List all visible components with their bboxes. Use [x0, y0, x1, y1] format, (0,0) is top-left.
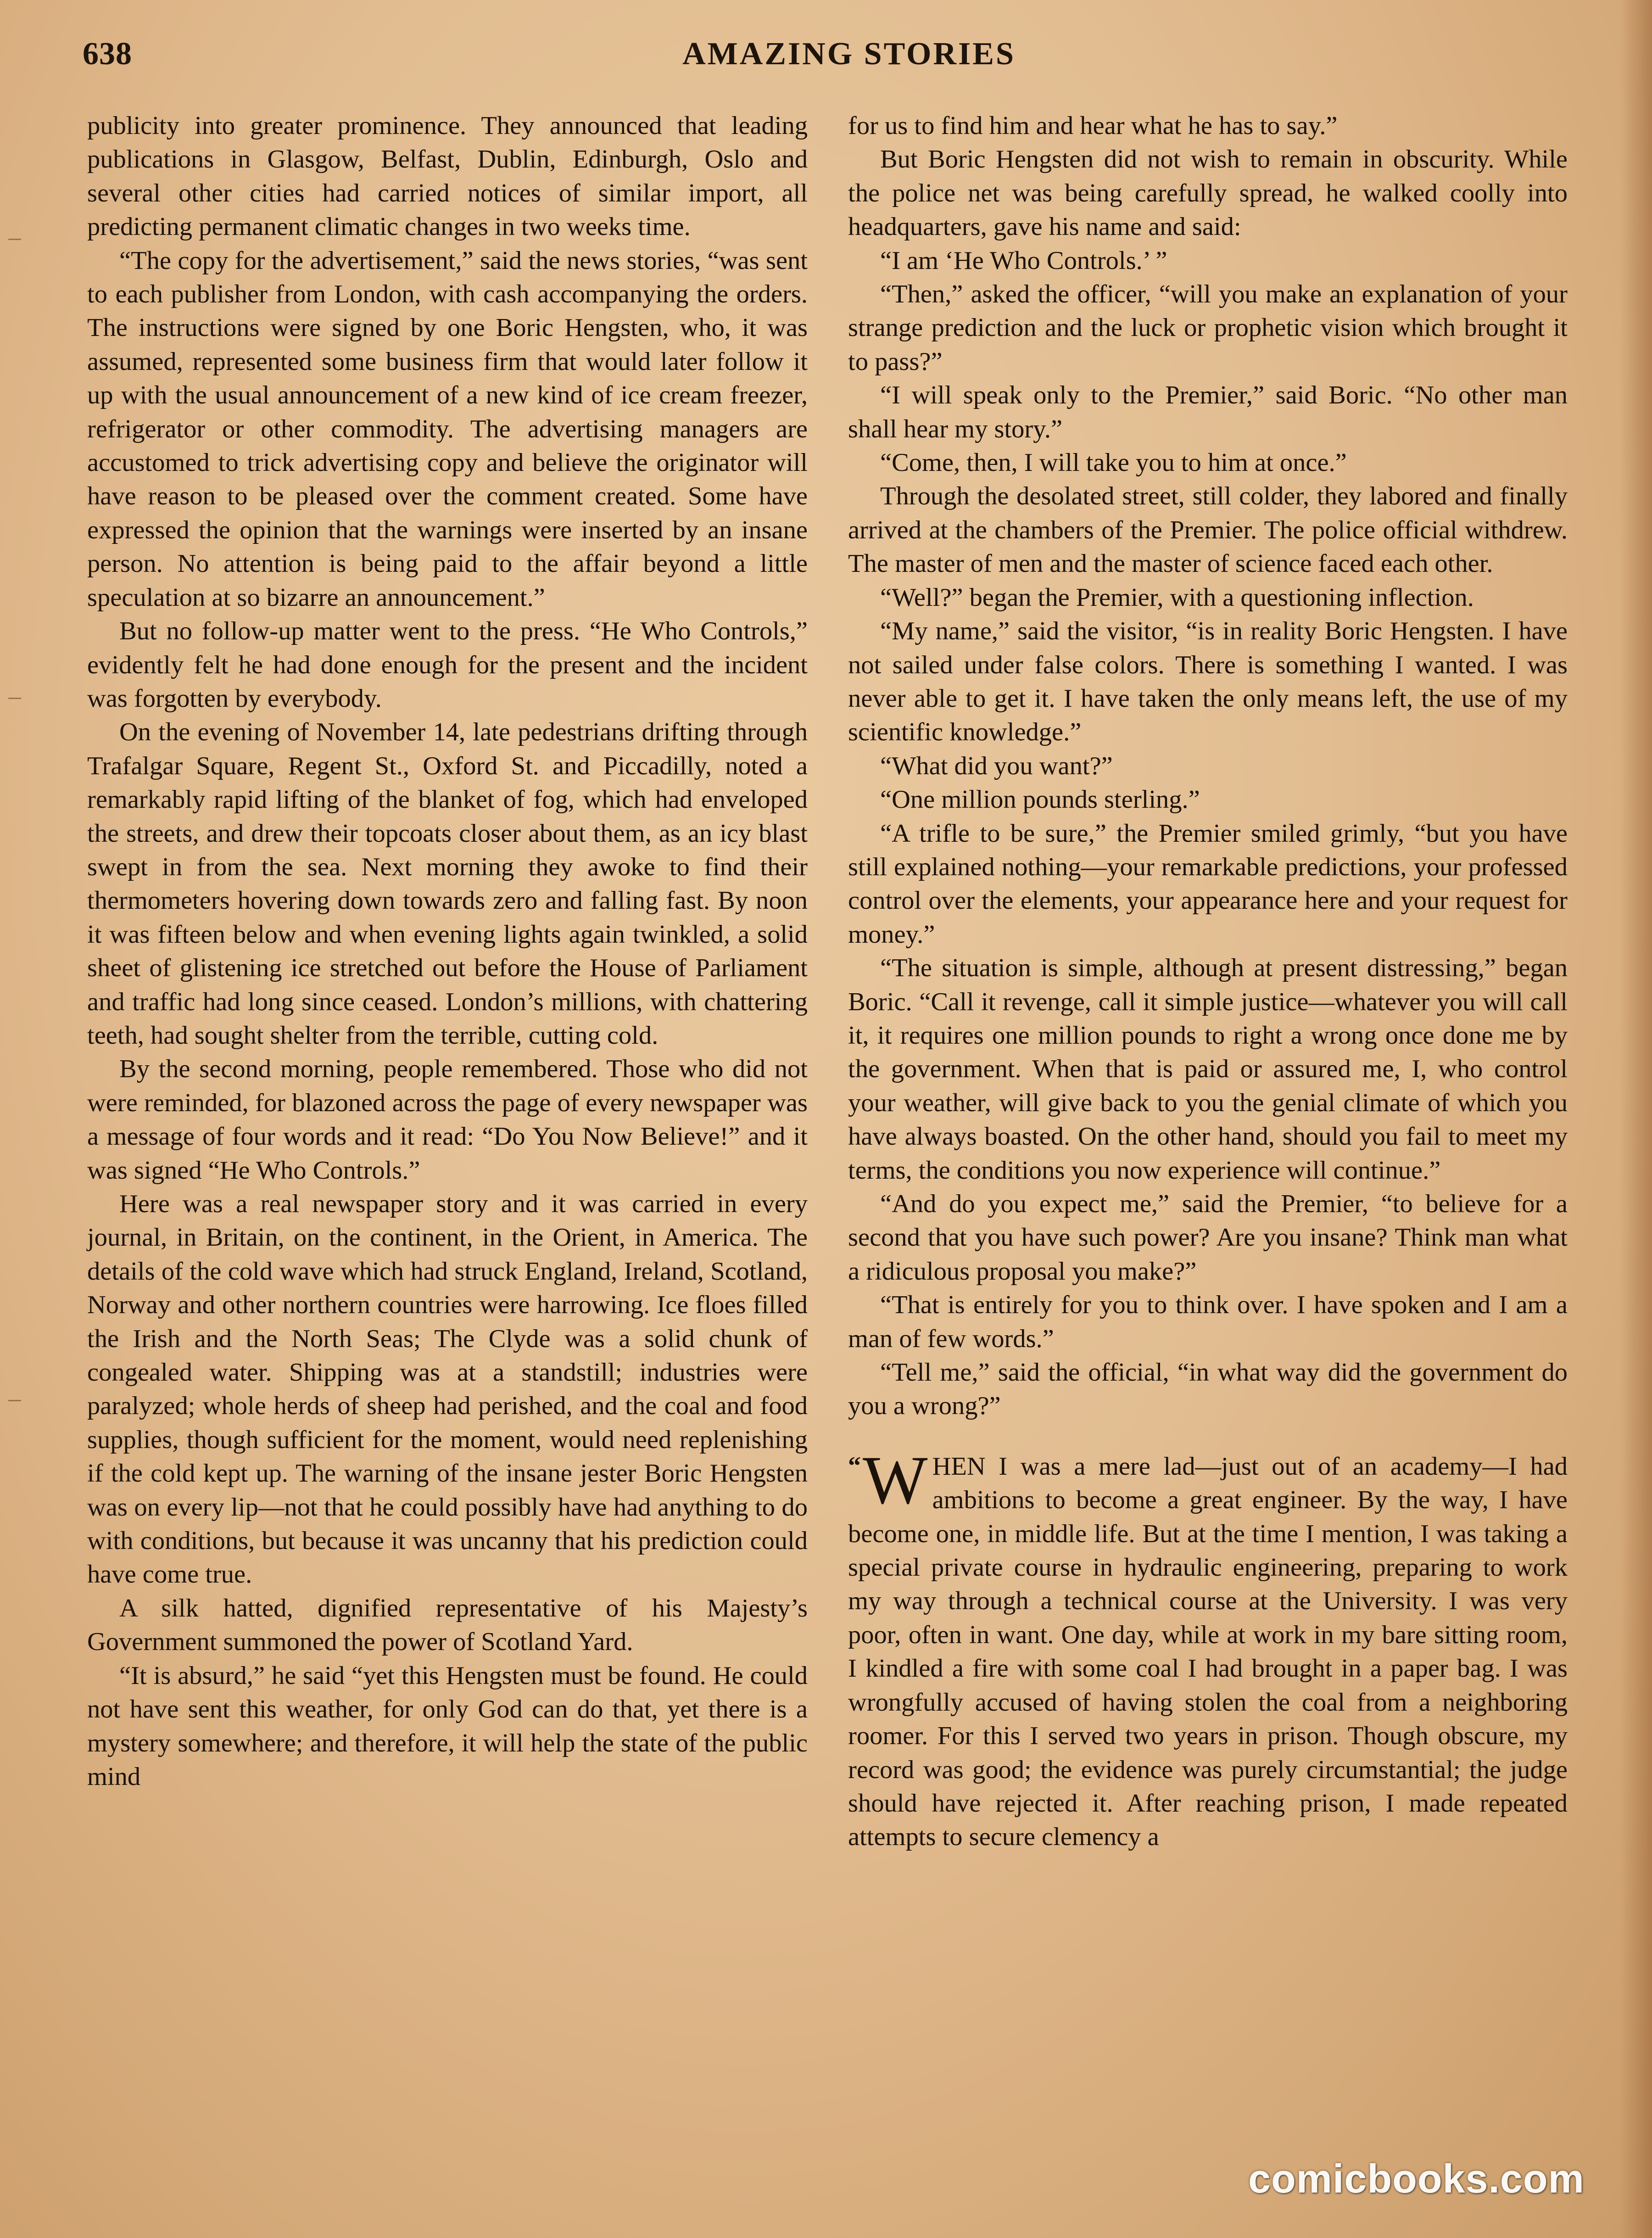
- paragraph: “It is absurd,” he said “yet this Hengsten must be found. He could not have sent this weather, for only God can do that, yet there is a mystery somewhere; and therefore, it will help the state of the public mind: [87, 1661, 808, 1791]
- margin-mark: [8, 1400, 21, 1401]
- paragraph: But no follow-up matter went to the press. “He Who Controls,” evidently felt he had done enough for the present and the incident was forgotten by everybody.: [87, 617, 808, 713]
- paragraph: “That is entirely for you to think over. I have spoken and I am a man of few words.”: [848, 1291, 1568, 1353]
- page-edge-shadow: [1620, 0, 1652, 2238]
- paragraph: “Then,” asked the officer, “will you make an explanation of your strange prediction and the luck or prophetic vision which brought it to pass?”: [848, 280, 1568, 376]
- paragraph: Through the desolated street, still colder, they labored and finally arrived at the chambers of the Premier. The police official withdrew. The master of men and the master of science faced each other.: [848, 482, 1568, 578]
- dropcap-body: HEN I was a mere lad—just out of an academy—I had ambitions to become a great engineer. By the way, I have become one, in middle life. But at the time I mention, I was taking a special private course in hydraulic engineering, preparing to work my way through a technical course at the University. I was very poor, often in want. One day, while at work in my bare sitting room, I kindled a fire with some coal I had brought in a paper bag. I was wrongfully accused of having stolen the coal from a neighboring roomer. For this I served two years in prison. Though obscure, my record was good; the evidence was purely circumstantial; the judge should have rejected it. After reaching prison, I made repeated attempts to secure clemency a: [848, 1452, 1568, 1852]
- paragraph: On the evening of November 14, late pedestrians drifting through Trafalgar Square, Regent St., Oxford St. and Piccadilly, noted a remarkably rapid lifting of the blanket of fog, which had enveloped the streets, and drew their topcoats closer about them, as an icy blast swept in from the sea. Next morning they awoke to find their thermometers hovering down towards zero and falling fast. By noon it was fifteen below and when evening lights again twinkled, a solid sheet of glistening ice stretched out before the House of Parliament and traffic had long since ceased. London’s millions, with chattering teeth, had sought shelter from the terrible, cutting cold.: [87, 718, 808, 1050]
- right-column: [848, 109, 1568, 1854]
- paragraph: “Come, then, I will take you to him at once.”: [880, 448, 1347, 477]
- dropcap-paragraph: [848, 1442, 1568, 1854]
- paragraph: By the second morning, people remembered. Those who did not were reminded, for blazoned across the page of every newspaper was a message of four words and it read: “Do You Now Believe!” and it was signed “He Who Controls.”: [87, 1055, 808, 1185]
- paragraph: “Well?” began the Premier, with a questioning inflection.: [880, 583, 1474, 612]
- paragraph: “The situation is simple, although at present distressing,” began Boric. “Call it revenge, call it simple justice—whatever you will call it, it requires one million pounds to right a wrong once done me by the government. When that is paid or assured me, I, who control your weather, will give back to you the genial climate of which you have always boasted. On the other hand, should you fail to meet my terms, the conditions you now experience will continue.”: [848, 954, 1568, 1185]
- margin-mark: [8, 239, 21, 240]
- running-title: AMAZING STORIES: [682, 36, 1016, 72]
- section-break: [848, 1423, 1568, 1450]
- paragraph: “I am ‘He Who Controls.’ ”: [880, 246, 1167, 275]
- paragraph: “And do you expect me,” said the Premier, “to believe for a second that you have such power? Are you insane? Think man what a ridiculous proposal you make?”: [848, 1190, 1568, 1286]
- paragraph: “The copy for the advertisement,” said the news stories, “was sent to each publisher from London, with cash accompanying the orders. The instructions were signed by one Boric Hengsten, who, it was assumed, represented some business firm that would later follow it up with the usual announcement of a new kind of ice cream freezer, refrigerator or other commodity. The advertising managers are accustomed to trick advertising copy and believe the originator will have reason to be pleased over the comment created. Some have expressed the opinion that the warnings were inserted by an insane person. No attention is being paid to the affair beyond a little speculation at so bizarre an announcement.”: [87, 246, 808, 612]
- dropcap-open-quote: “: [848, 1451, 861, 1480]
- paragraph: “I will speak only to the Premier,” said Boric. “No other man shall hear my story.”: [848, 381, 1568, 443]
- watermark-logo: comicbooks.com: [1248, 2156, 1585, 2201]
- paragraph: But Boric Hengsten did not wish to remain in obscurity. While the police net was being carefully spread, he walked coolly into headquarters, gave his name and said:: [848, 145, 1568, 241]
- page-number: 638: [83, 36, 132, 72]
- paragraph: “One million pounds sterling.”: [880, 785, 1200, 814]
- page-header: [0, 28, 1652, 83]
- left-column: [87, 109, 808, 1794]
- dropcap-initial: W: [863, 1442, 928, 1518]
- paragraph: “What did you want?”: [880, 751, 1113, 780]
- paragraph: Here was a real newspaper story and it was carried in every journal, in Britain, on the continent, in the Orient, in America. The details of the cold wave which had struck England, Ireland, Scotland, Norway and other northern countries were harrowing. Ice floes filled the Irish and the North Seas; The Clyde was a solid chunk of congealed water. Shipping was at a standstill; industries were paralyzed; whole herds of sheep had perished, and the coal and food supplies, though sufficient for the moment, would need replenishing if the cold kept up. The warning of the insane jester Boric Hengsten was on every lip—not that he could possibly have had anything to do with conditions, but because it was uncanny that his prediction could have come true.: [87, 1190, 808, 1589]
- paragraph: publicity into greater prominence. They announced that leading publications in Glasgow, Belfast, Dublin, Edinburgh, Oslo and several other cities had carried notices of similar import, all predicting permanent climatic changes in two weeks time.: [87, 112, 808, 241]
- margin-mark: [8, 698, 21, 699]
- paragraph: for us to find him and hear what he has to say.”: [848, 112, 1338, 140]
- paragraph: “My name,” said the visitor, “is in reality Boric Hengsten. I have not sailed under false colors. There is something I wanted. I was never able to get it. I have taken the only means left, the use of my scientific knowledge.”: [848, 617, 1568, 747]
- paragraph: A silk hatted, dignified representative of his Majesty’s Government summoned the power of Scotland Yard.: [87, 1594, 808, 1656]
- paragraph: “A trifle to be sure,” the Premier smiled grimly, “but you have still explained nothing—your remarkable predictions, your professed control over the elements, your appearance here and your request for money.”: [848, 819, 1568, 949]
- paragraph: “Tell me,” said the official, “in what way did the government do you a wrong?”: [848, 1358, 1568, 1421]
